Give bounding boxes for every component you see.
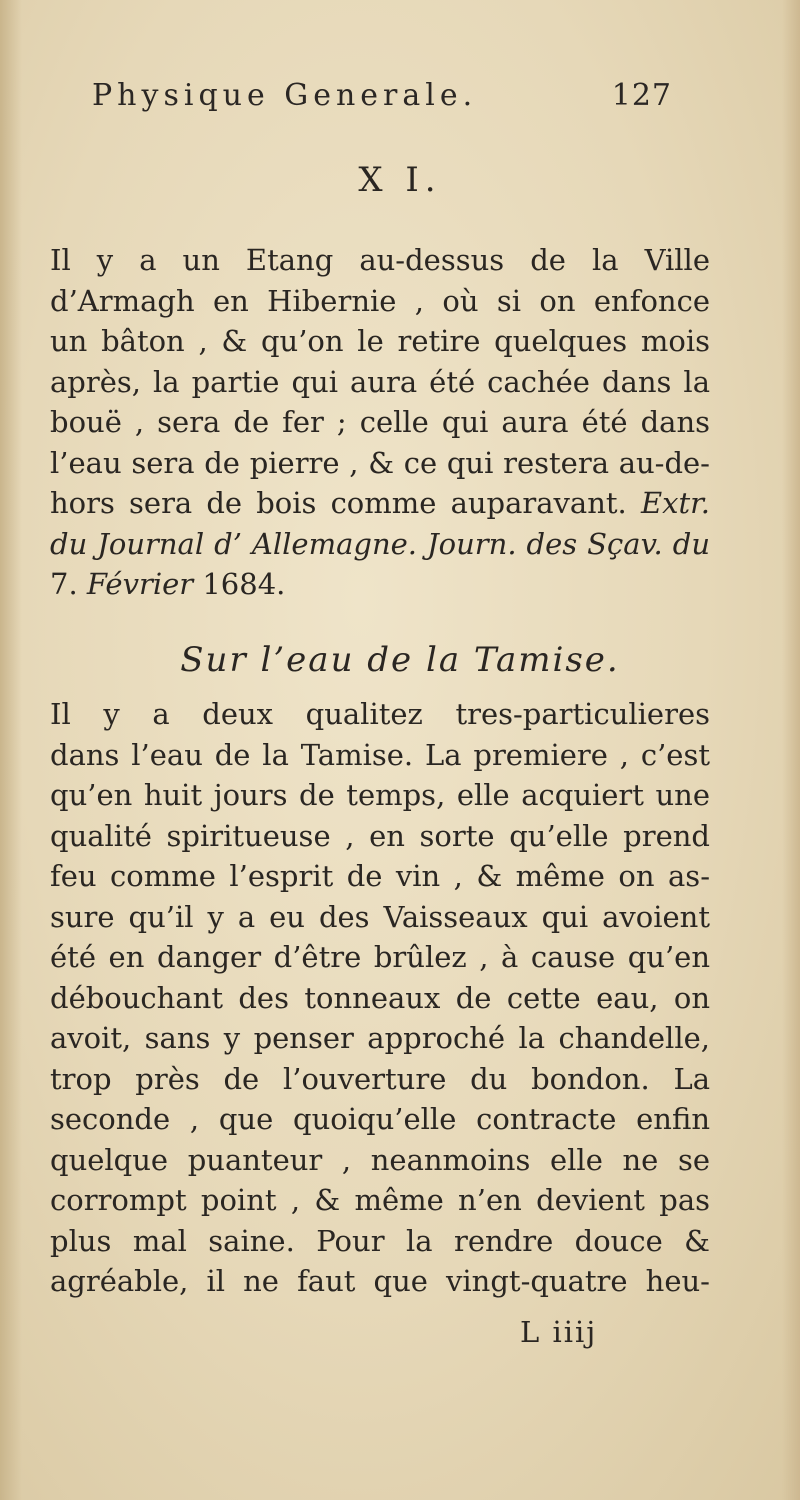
text-line: après, la partie qui aura été cachée dans la: [50, 364, 710, 399]
citation-abbrev: Extr.: [640, 486, 711, 520]
text-line: plus mal saine. Pour la rendre douce &: [50, 1223, 710, 1258]
page-header: [92, 78, 672, 118]
text-line: quelque puanteur , neanmoins elle ne se: [50, 1142, 710, 1177]
text-line: qualité spiritueuse , en sorte qu’elle prend: [50, 818, 710, 853]
citation-line: du Journal d’ Allemagne. Journ. des Sçav. du: [50, 526, 710, 561]
text-line: Il y a deux qualitez tres-particulieres: [50, 697, 710, 731]
text-line: corrompt point , & même n’en devient pas: [50, 1183, 710, 1217]
running-title: Physique Generale.: [92, 78, 478, 113]
text-line: été en danger d’être brûlez , à cause qu’en: [50, 940, 710, 974]
text-line: feu comme l’esprit de vin , & même on as-: [50, 859, 710, 893]
page-number: 127: [611, 78, 672, 113]
text-line: débouchant des tonneaux de cette eau, on: [50, 980, 710, 1015]
text-line: trop près de l’ouverture du bondon. La: [50, 1061, 710, 1096]
page-shadow-left: [0, 0, 22, 1500]
citation-month: Février: [86, 567, 194, 601]
citation-year: 1684.: [202, 567, 286, 601]
page-shadow-right: [782, 0, 800, 1500]
text-fragment: hors sera de bois comme auparavant.: [50, 486, 627, 520]
text-line: l’eau sera de pierre , & ce qui restera au-de-: [50, 445, 710, 480]
section-number: X I.: [358, 160, 442, 200]
text-line: agréable, il ne faut que vingt-quatre heu-: [50, 1264, 710, 1298]
text-line: d’Armagh en Hibernie , où si on enfonce: [50, 283, 710, 318]
text-line: bouë , sera de fer ; celle qui aura été dans: [50, 405, 710, 439]
text-line: dans l’eau de la Tamise. La premiere , c’est: [50, 737, 710, 772]
text-line: avoit, sans y penser approché la chandelle,: [50, 1021, 710, 1055]
signature-mark: L iiij: [520, 1315, 598, 1349]
text-line: seconde , que quoiqu’elle contracte enfin: [50, 1102, 710, 1136]
paragraph-tamise: [50, 694, 710, 1302]
text-line: un bâton , & qu’on le retire quelques mois: [50, 324, 710, 358]
citation-date-line: [50, 564, 710, 605]
paragraph-armagh: [50, 240, 710, 605]
text-line: Il y a un Etang au-dessus de la Ville: [50, 243, 710, 277]
text-line: sure qu’il y a eu des Vaisseaux qui avoient: [50, 899, 710, 934]
text-line: qu’en huit jours de temps, elle acquiert une: [50, 778, 710, 812]
subheading-tamise: Sur l’eau de la Tamise.: [180, 640, 620, 680]
text-line: [50, 483, 710, 524]
citation-day: 7.: [50, 567, 78, 601]
